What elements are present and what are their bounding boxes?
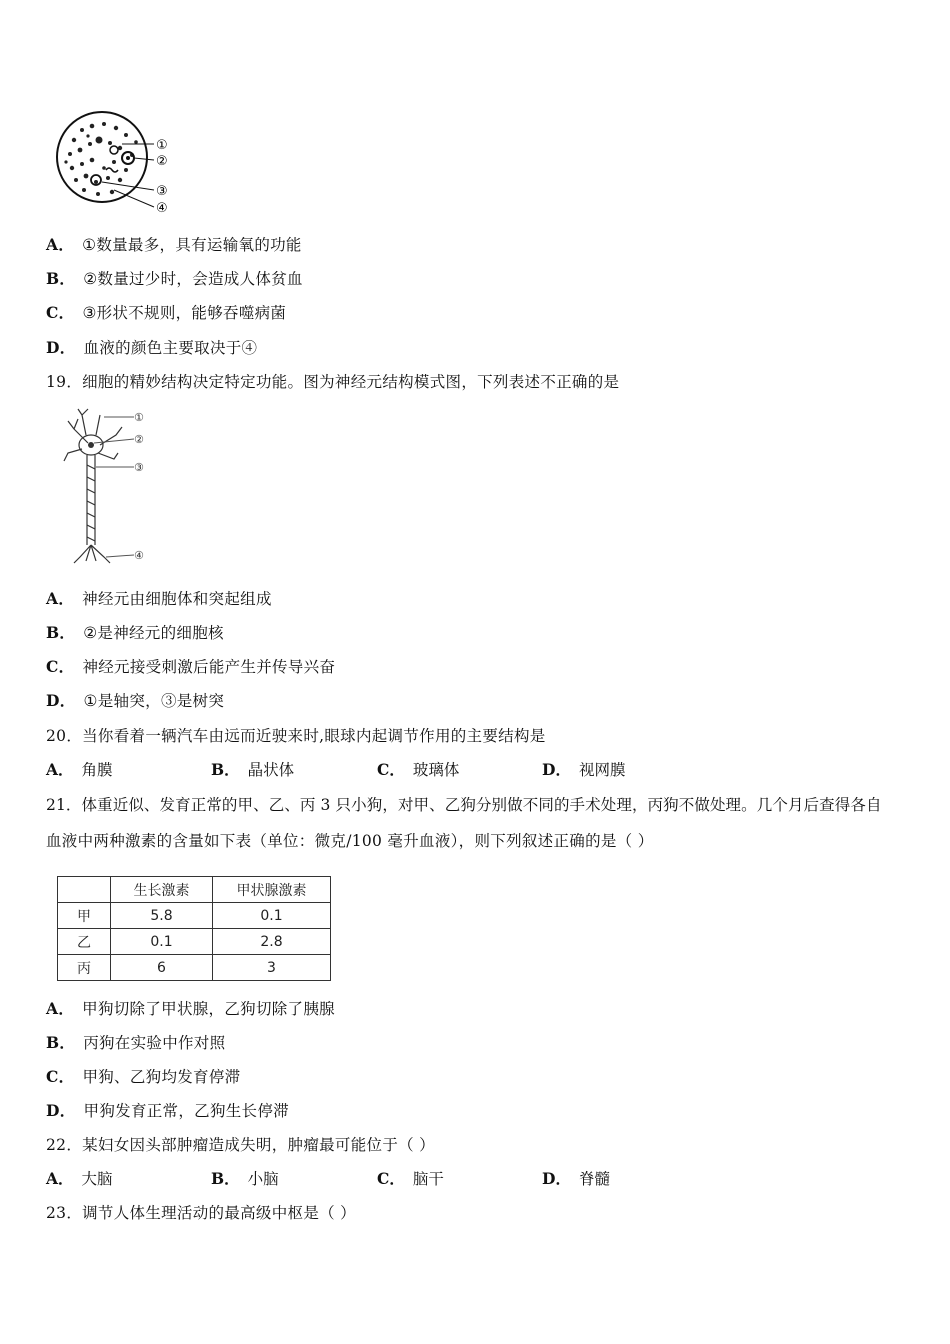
table-cell: 2.8 — [213, 929, 331, 955]
q18-option-d: D． 血液的颜色主要取决于④ — [46, 338, 258, 357]
table-cell: 0.1 — [213, 903, 331, 929]
hormone-table — [57, 876, 331, 981]
q21-option-d: D． 甲狗发育正常，乙狗生长停滞 — [46, 1101, 289, 1120]
q22-option-b: B． 小脑 — [211, 1169, 279, 1188]
neuron-label-4: ④ — [134, 549, 144, 562]
q22-option-d: D． 脊髓 — [542, 1169, 610, 1188]
q21-option-b: B． 丙狗在实验中作对照 — [46, 1033, 226, 1052]
table-cell: 3 — [213, 955, 331, 981]
q21-option-a: A． 甲狗切除了甲状腺，乙狗切除了胰腺 — [46, 999, 335, 1018]
table-cell: 甲 — [58, 903, 111, 929]
table-cell: 0.1 — [111, 929, 213, 955]
q21-stem-line1: 21．体重近似、发育正常的甲、乙、丙 3 只小狗，对甲、乙狗分别做不同的手术处理，丙狗不做处理。几个月后查得各自 — [46, 796, 882, 814]
table-header-cell — [58, 877, 111, 903]
table-header-cell: 甲状腺激素 — [213, 877, 331, 903]
q21-stem-line2: 血液中两种激素的含量如下表（单位：微克/100 毫升血液），则下列叙述正确的是（ ） — [46, 832, 654, 850]
q19-option-c: C． 神经元接受刺激后能产生并传导兴奋 — [46, 657, 336, 676]
table-cell: 丙 — [58, 955, 111, 981]
table-row — [58, 955, 331, 981]
table-header-cell: 生长激素 — [111, 877, 213, 903]
q20-option-b: B． 晶状体 — [211, 760, 295, 779]
blood-smear-figure — [52, 110, 182, 220]
q18-option-b: B． ②数量过少时，会造成人体贫血 — [46, 269, 303, 288]
neuron-label-1: ① — [134, 411, 144, 424]
table-cell: 6 — [111, 955, 213, 981]
neuron-figure — [60, 405, 150, 570]
q19-option-d: D． ①是轴突，③是树突 — [46, 691, 225, 710]
table-cell: 5.8 — [111, 903, 213, 929]
q20-options — [46, 760, 746, 780]
q19-option-a: A． 神经元由细胞体和突起组成 — [46, 589, 272, 608]
q20-option-c: C． 玻璃体 — [377, 760, 460, 779]
table-header-row — [58, 877, 331, 903]
q21-option-c: C． 甲狗、乙狗均发育停滞 — [46, 1067, 241, 1086]
blood-label-4: ④ — [156, 201, 168, 216]
q22-stem: 22．某妇女因头部肿瘤造成失明，肿瘤最可能位于（ ） — [46, 1136, 435, 1154]
blood-label-2: ② — [156, 154, 168, 169]
blood-label-3: ③ — [156, 184, 168, 199]
table-row — [58, 929, 331, 955]
q20-option-a: A． 角膜 — [46, 760, 113, 779]
q22-options — [46, 1169, 746, 1189]
neuron-label-3: ③ — [134, 461, 144, 474]
q22-option-c: C． 脑干 — [377, 1169, 444, 1188]
q19-stem: 19．细胞的精妙结构决定特定功能。图为神经元结构模式图，下列表述不正确的是 — [46, 373, 620, 391]
q20-stem: 20．当你看着一辆汽车由远而近驶来时,眼球内起调节作用的主要结构是 — [46, 727, 546, 745]
blood-label-1: ① — [156, 138, 168, 153]
q18-option-c: C． ③形状不规则，能够吞噬病菌 — [46, 303, 287, 322]
table-cell: 乙 — [58, 929, 111, 955]
neuron-label-2: ② — [134, 433, 144, 446]
q20-option-d: D． 视网膜 — [542, 760, 626, 779]
q18-option-a: A． ①数量最多，具有运输氧的功能 — [46, 235, 302, 254]
q19-option-b: B． ②是神经元的细胞核 — [46, 623, 224, 642]
table-row — [58, 903, 331, 929]
q22-option-a: A． 大脑 — [46, 1169, 113, 1188]
q23-stem: 23．调节人体生理活动的最高级中枢是（ ） — [46, 1204, 356, 1222]
